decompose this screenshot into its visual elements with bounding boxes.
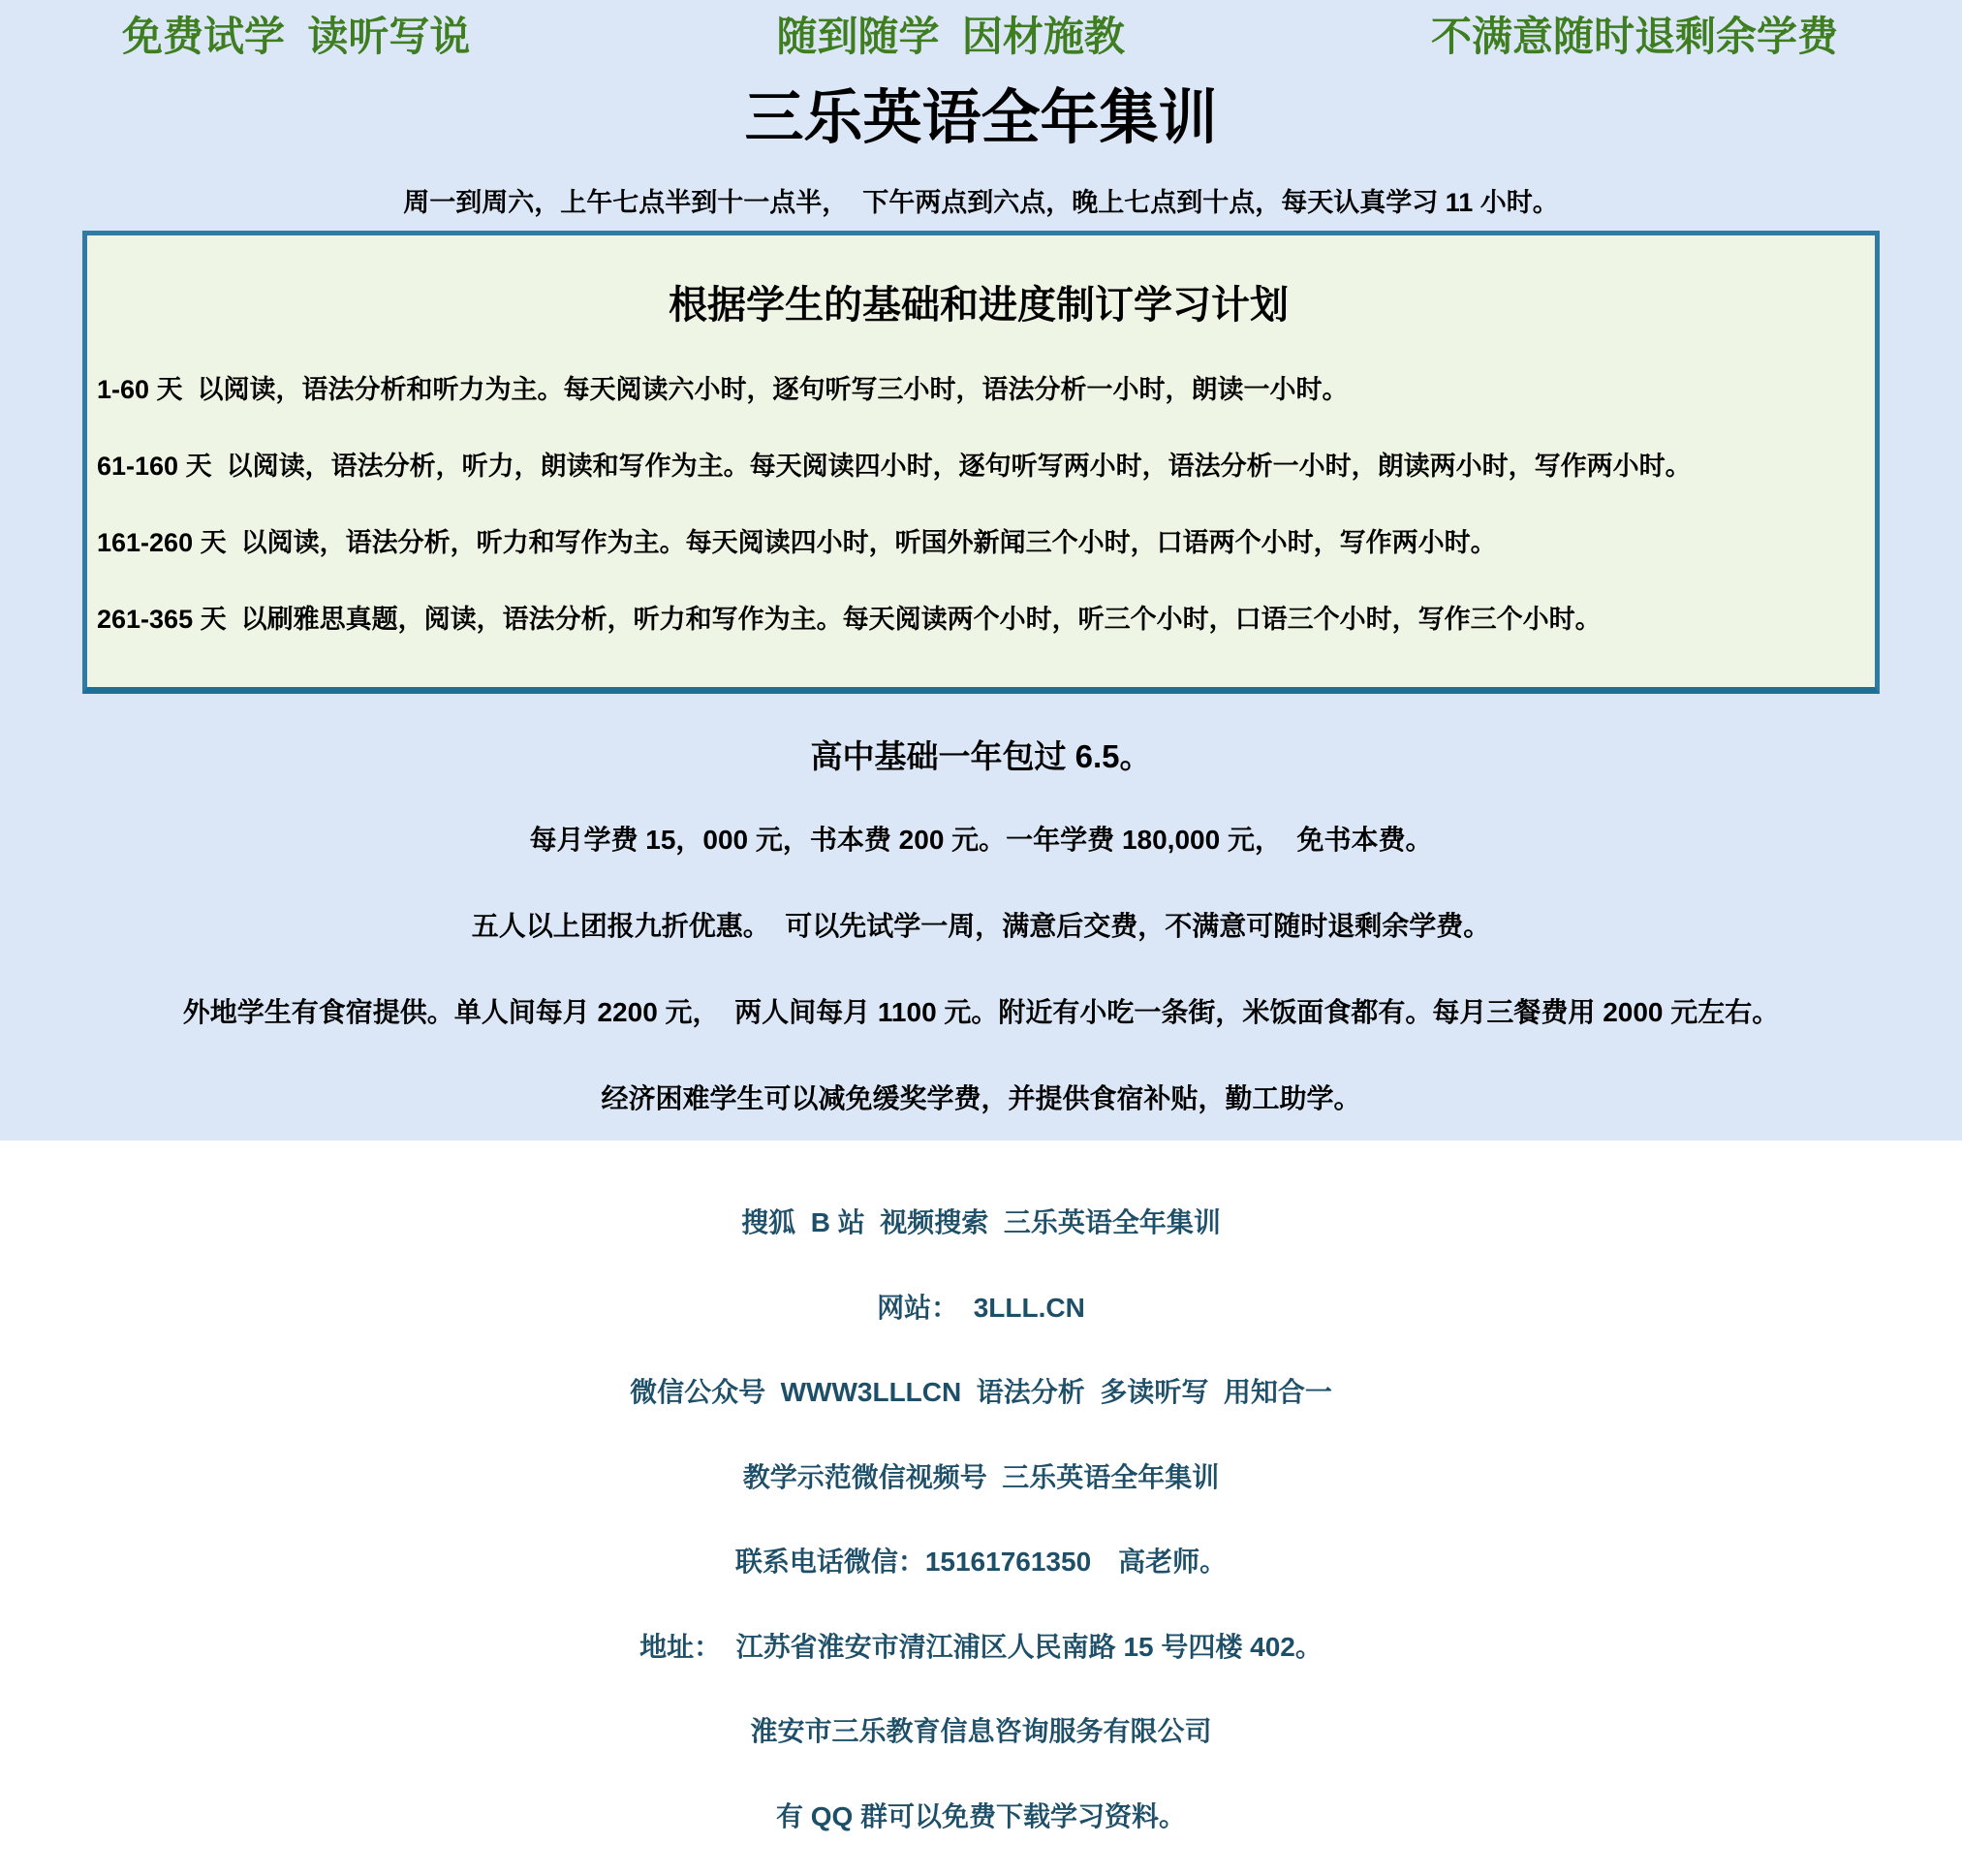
lodging-line: 外地学生有食宿提供。单人间每月 2200 元， 两人间每月 1100 元。附近有小吃一条街，米饭面食都有。每月三餐费用 2000 元左右。 [182, 997, 1780, 1027]
financial-aid-line: 经济困难学生可以减免缓奖学费，并提供食宿补贴，勤工助学。 [601, 1083, 1361, 1113]
phone-line: 联系电话微信：15161761350 高老师。 [734, 1547, 1228, 1577]
website-line: 网站： 3LLL.CN [877, 1292, 1085, 1323]
address-line: 地址： 江苏省淮安市清江浦区人民南路 15 号四楼 402。 [639, 1631, 1323, 1662]
study-plan-box [82, 231, 1880, 694]
tuition-line: 每月学费 15，000 元，书本费 200 元。一年学费 180,000 元， 免书本费。 [529, 825, 1433, 855]
qq-group-line: 有 QQ 群可以免费下载学习资料。 [775, 1800, 1187, 1831]
page-title: 三乐英语全年集训 [744, 84, 1218, 150]
video-search-line: 搜狐 B 站 视频搜索 三乐英语全年集训 [741, 1207, 1221, 1237]
company-line: 淮安市三乐教育信息咨询服务有限公司 [750, 1716, 1212, 1746]
slogan-row [0, 0, 1962, 60]
schedule-line: 周一到周六，上午七点半到十一点半， 下午两点到六点，晚上七点到十点，每天认真学习 11 小时。 [403, 188, 1559, 217]
plan-heading: 根据学生的基础和进度制订学习计划 [669, 284, 1289, 327]
plan-line-days-161-260: 161-260 天 以阅读，语法分析，听力和写作为主。每天阅读四小时，听国外新闻三个小时，口语两个小时，写作两小时。 [97, 528, 1497, 557]
contacts-section [0, 1163, 1962, 1876]
plan-line-days-261-365: 261-365 天 以刷雅思真题，阅读，语法分析，听力和写作为主。每天阅读两个小时，听三个小时，口语三个小时，写作三个小时。 [97, 605, 1602, 634]
guarantee-line: 高中基础一年包过 6.5。 [810, 738, 1152, 774]
slogan-middle: 随到随学 因材施教 [776, 14, 1125, 59]
discount-trial-line: 五人以上团报九折优惠。 可以先试学一周，满意后交费，不满意可随时退剩余学费。 [471, 911, 1491, 941]
fees-section [0, 700, 1962, 1159]
wechat-official-line: 微信公众号 WWW3LLLCN 语法分析 多读听写 用知合一 [630, 1377, 1332, 1407]
slogan-right: 不满意随时退剩余学费 [1430, 14, 1838, 59]
slogan-left: 免费试学 读听写说 [122, 14, 471, 59]
wechat-video-line: 教学示范微信视频号 三乐英语全年集训 [742, 1461, 1220, 1492]
plan-line-days-61-160: 61-160 天 以阅读，语法分析，听力，朗读和写作为主。每天阅读四小时，逐句听写两小时，语法分析一小时，朗读两小时，写作两小时。 [97, 452, 1692, 481]
plan-line-days-1-60: 1-60 天 以阅读，语法分析和听力为主。每天阅读六小时，逐句听写三小时，语法分析一小时，朗读一小时。 [97, 375, 1349, 404]
